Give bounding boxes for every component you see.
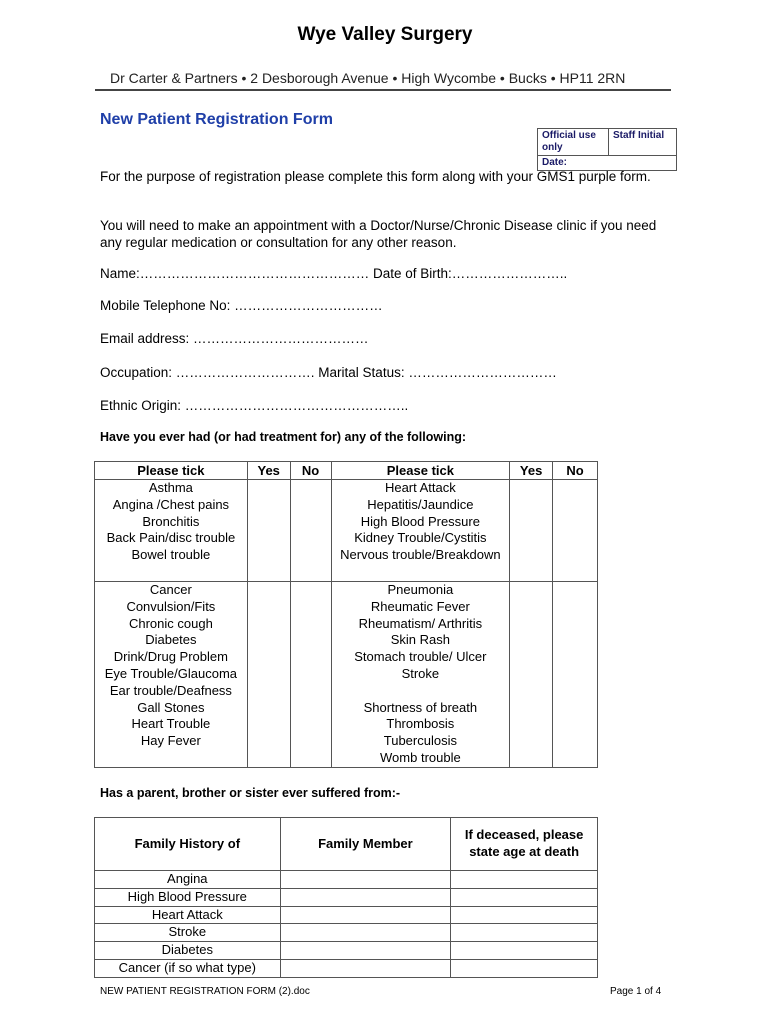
yes-tick-cell[interactable] — [510, 582, 553, 768]
age-at-death-cell[interactable] — [451, 942, 598, 960]
family-member-cell[interactable] — [280, 924, 451, 942]
age-at-death-cell[interactable] — [451, 924, 598, 942]
age-at-death-cell[interactable] — [451, 871, 598, 889]
conditions-list-right-bottom: Pneumonia Rheumatic Fever Rheumatism/ Arthritis Skin Rash Stomach trouble/ Ulcer Stroke Shortness of breath Thrombosis Tuberculosis Womb trouble — [331, 582, 510, 768]
please-tick-header: Please tick — [95, 462, 248, 480]
family-question: Has a parent, brother or sister ever suffered from:- — [100, 786, 401, 800]
age-at-death-cell[interactable] — [451, 959, 598, 977]
family-condition: Cancer (if so what type) — [95, 959, 281, 977]
office-date-field[interactable]: Date: — [538, 156, 677, 171]
no-tick-cell[interactable] — [553, 582, 598, 768]
official-use-box — [537, 128, 677, 171]
family-member-header: Family Member — [280, 818, 451, 871]
age-at-death-cell[interactable] — [451, 906, 598, 924]
family-member-cell[interactable] — [280, 942, 451, 960]
official-use-label: Official use only — [538, 129, 609, 156]
intro-paragraph-1: For the purpose of registration please complete this form along with your GMS1 purple form. — [100, 169, 651, 184]
footer-filename: NEW PATIENT REGISTRATION FORM (2).doc — [100, 986, 310, 997]
family-condition: Angina — [95, 871, 281, 889]
family-condition: Heart Attack — [95, 906, 281, 924]
name-dob-field[interactable]: Name:…………………………………………… Date of Birth:…………………….. — [100, 266, 568, 281]
occupation-marital-field[interactable]: Occupation: …………………………. Marital Status: …………………………… — [100, 365, 557, 380]
no-header: No — [290, 462, 331, 480]
family-member-cell[interactable] — [280, 906, 451, 924]
family-history-header: Family History of — [95, 818, 281, 871]
mobile-field[interactable]: Mobile Telephone No: …………………………… — [100, 298, 383, 313]
no-tick-cell[interactable] — [290, 582, 331, 768]
surgery-address: Dr Carter & Partners • 2 Desborough Avenue • High Wycombe • Bucks • HP11 2RN — [110, 70, 626, 86]
footer-page-number: Page 1 of 4 — [610, 986, 662, 997]
email-field[interactable]: Email address: ………………………………… — [100, 331, 369, 346]
surgery-title: Wye Valley Surgery — [297, 24, 473, 45]
yes-tick-cell[interactable] — [247, 582, 290, 768]
intro-paragraph-2: You will need to make an appointment with a Doctor/Nurse/Chronic Disease clinic if you need any regular medication or consultation for any other reason. — [100, 218, 657, 250]
yes-header-2: Yes — [510, 462, 553, 480]
yes-tick-cell[interactable] — [510, 480, 553, 582]
family-condition: High Blood Pressure — [95, 888, 281, 906]
form-title: New Patient Registration Form — [100, 111, 333, 128]
header-divider — [95, 89, 671, 91]
staff-initial-field[interactable]: Staff Initial — [609, 129, 677, 156]
yes-tick-cell[interactable] — [247, 480, 290, 582]
no-tick-cell[interactable] — [290, 480, 331, 582]
no-header-2: No — [553, 462, 598, 480]
family-member-cell[interactable] — [280, 888, 451, 906]
please-tick-header-2: Please tick — [331, 462, 510, 480]
family-history-table — [94, 817, 598, 978]
yes-header: Yes — [247, 462, 290, 480]
family-condition: Stroke — [95, 924, 281, 942]
family-member-cell[interactable] — [280, 959, 451, 977]
conditions-list-right-top: Heart Attack Hepatitis/Jaundice High Blood Pressure Kidney Trouble/Cystitis Nervous trouble/Breakdown — [331, 480, 510, 582]
family-member-cell[interactable] — [280, 871, 451, 889]
conditions-table — [94, 461, 598, 768]
conditions-list-left-bottom: Cancer Convulsion/Fits Chronic cough Diabetes Drink/Drug Problem Eye Trouble/Glaucoma Ear trouble/Deafness Gall Stones Heart Trouble Hay Fever — [95, 582, 248, 768]
conditions-question: Have you ever had (or had treatment for) any of the following: — [100, 430, 467, 444]
age-at-death-header: If deceased, please state age at death — [451, 818, 598, 871]
no-tick-cell[interactable] — [553, 480, 598, 582]
conditions-list-left-top: Asthma Angina /Chest pains Bronchitis Back Pain/disc trouble Bowel trouble — [95, 480, 248, 582]
age-at-death-cell[interactable] — [451, 888, 598, 906]
family-condition: Diabetes — [95, 942, 281, 960]
ethnic-origin-field[interactable]: Ethnic Origin: ………………………………………….. — [100, 398, 409, 413]
